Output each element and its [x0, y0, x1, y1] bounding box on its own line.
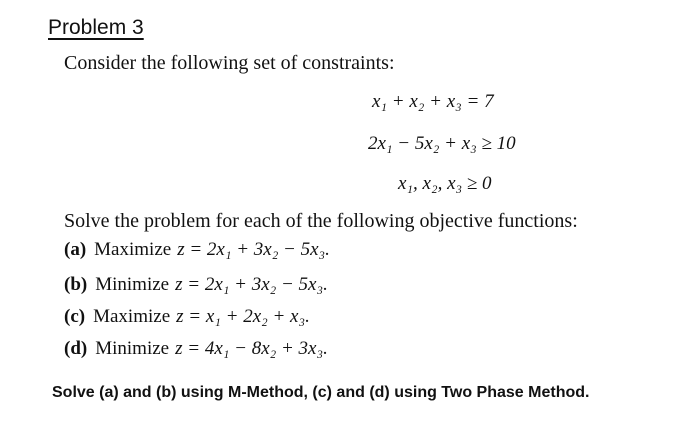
- constraint-1: x₁ + x₂ + x₃ = 7: [372, 91, 494, 112]
- objective-d: [64, 338, 328, 360]
- objective-b: [64, 274, 328, 296]
- objective-expression: z = 2x₁ + 3x₂ − 5x₃.: [177, 239, 330, 260]
- objective-a: [64, 239, 330, 261]
- objective-expression: z = 4x₁ − 8x₂ + 3x₃.: [175, 338, 328, 359]
- objective-verb: Minimize: [95, 274, 170, 295]
- objective-tag: (d): [64, 338, 88, 359]
- objective-expression: z = x₁ + 2x₂ + x₃.: [176, 306, 310, 327]
- objective-verb: Minimize: [95, 338, 170, 359]
- problem-heading: Problem 3: [48, 16, 144, 39]
- objective-tag: (c): [64, 306, 86, 327]
- objective-verb: Maximize: [93, 306, 171, 327]
- intro-text: Consider the following set of constraints:: [64, 52, 395, 74]
- solve-prompt: Solve the problem for each of the following objective functions:: [64, 210, 578, 232]
- constraint-2: 2x₁ − 5x₂ + x₃ ≥ 10: [368, 133, 516, 154]
- objective-c: [64, 306, 310, 328]
- objective-tag: (a): [64, 239, 87, 260]
- objective-tag: (b): [64, 274, 88, 295]
- objective-verb: Maximize: [94, 239, 172, 260]
- objective-expression: z = 2x₁ + 3x₂ − 5x₃.: [175, 274, 328, 295]
- method-instruction: Solve (a) and (b) using M-Method, (c) and (d) using Two Phase Method.: [52, 384, 590, 401]
- constraint-3: x₁, x₂, x₃ ≥ 0: [398, 173, 492, 194]
